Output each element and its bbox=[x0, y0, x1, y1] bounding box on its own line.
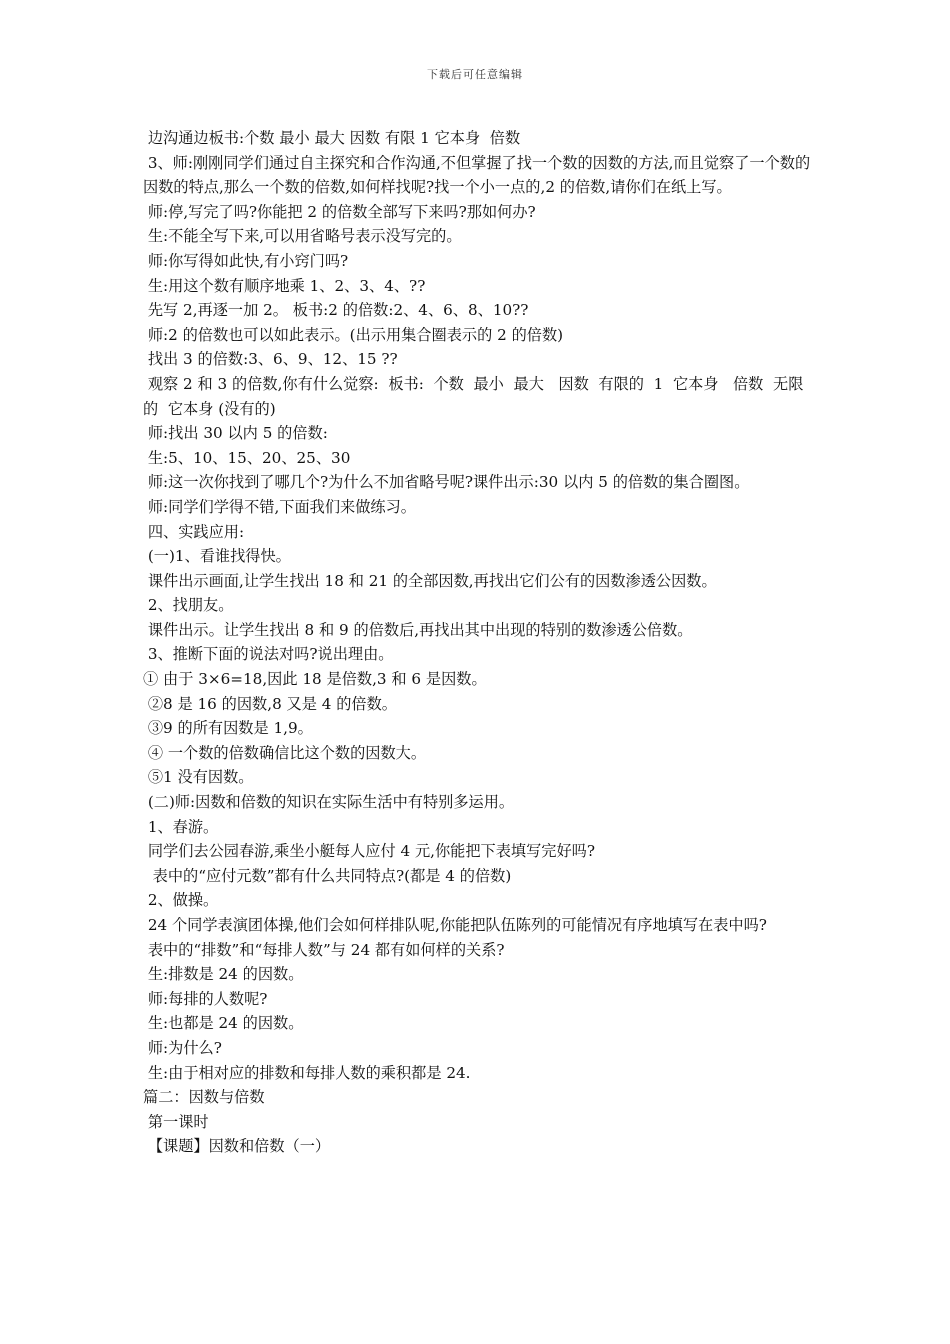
lesson-title: 【课题】因数和倍数（一） bbox=[143, 1137, 331, 1156]
text-line: 2、找朋友。 bbox=[143, 596, 234, 615]
text-line: 师:你写得如此快,有小窍门吗? bbox=[143, 251, 349, 270]
section-heading: 四、实践应用: bbox=[143, 522, 245, 541]
text-line: 1、春游。 bbox=[143, 817, 219, 836]
text-line: 表中的“应付元数”都有什么共同特点?(都是 4 的倍数) bbox=[143, 866, 512, 885]
text-line: 师:停,写完了吗?你能把 2 的倍数全部写下来吗?那如何办? bbox=[143, 202, 536, 221]
page-header: 下载后可任意编辑 bbox=[427, 68, 523, 81]
text-line: 观察 2 和 3 的倍数,你有什么觉察: 板书: 个数 最小 最大 因数 有限的 1 它本身 倍数 无限的 它本身 (没有的) bbox=[143, 374, 804, 418]
text-line: 师:这一次你找到了哪几个?为什么不加省略号呢?课件出示:30 以内 5 的倍数的集合圈图。 bbox=[143, 473, 750, 492]
text-line: 24 个同学表演团体操,他们会如何样排队呢,你能把队伍陈列的可能情况有序地填写在表中吗? bbox=[143, 916, 767, 934]
text-line: (一)1、看谁找得快。 bbox=[143, 547, 291, 566]
text-line: 3、推断下面的说法对吗?说出理由。 bbox=[143, 645, 394, 664]
text-line: 生:也都是 24 的因数。 bbox=[143, 1014, 304, 1033]
text-line: ③9 的所有因数是 1,9。 bbox=[143, 719, 313, 738]
text-line: 3、师:刚刚同学们通过自主探究和合作沟通,不但掌握了找一个数的因数的方法,而且觉察了一个数的因数的特点,那么一个数的倍数,如何样找呢?找一个小一点的,2 的倍数,请你们在纸上写。 bbox=[143, 153, 811, 197]
text-line: 生:用这个数有顺序地乘 1、2、3、4、?? bbox=[143, 276, 426, 295]
document-body bbox=[143, 126, 811, 1159]
text-line: 生:排数是 24 的因数。 bbox=[143, 965, 304, 984]
text-line: ②8 是 16 的因数,8 又是 4 的倍数。 bbox=[143, 694, 397, 713]
text-line: 课件出示。让学生找出 8 和 9 的倍数后,再找出其中出现的特别的数渗透公倍数。 bbox=[143, 620, 693, 639]
text-line: 先写 2,再逐一加 2。 板书:2 的倍数:2、4、6、8、10?? bbox=[143, 301, 529, 320]
text-line: 师:每排的人数呢? bbox=[143, 989, 268, 1008]
text-line: 生:5、10、15、20、25、30 bbox=[143, 448, 351, 467]
text-line: 第一课时 bbox=[143, 1112, 209, 1131]
text-line: 表中的“排数”和“每排人数”与 24 都有如何样的关系? bbox=[143, 940, 505, 959]
text-line: 师:为什么? bbox=[143, 1038, 222, 1057]
text-line: (二)师:因数和倍数的知识在实际生活中有特别多运用。 bbox=[143, 793, 515, 812]
text-line: ⑤1 没有因数。 bbox=[143, 768, 254, 787]
text-line: 边沟通边板书:个数 最小 最大 因数 有限 1 它本身 倍数 bbox=[143, 129, 521, 147]
text-line: ④ 一个数的倍数确信比这个数的因数大。 bbox=[143, 743, 427, 762]
text-line: ① 由于 3×6=18,因此 18 是倍数,3 和 6 是因数。 bbox=[143, 670, 487, 689]
text-line: 同学们去公园春游,乘坐小艇每人应付 4 元,你能把下表填写完好吗? bbox=[143, 842, 596, 861]
text-line: 课件出示画面,让学生找出 18 和 21 的全部因数,再找出它们公有的因数渗透公因数。 bbox=[143, 571, 717, 590]
text-line: 生:由于相对应的排数和每排人数的乘积都是 24. bbox=[143, 1063, 471, 1082]
text-line: 师:同学们学得不错,下面我们来做练习。 bbox=[143, 497, 416, 516]
text-line: 师:找出 30 以内 5 的倍数: bbox=[143, 424, 328, 443]
chapter-heading: 篇二：因数与倍数 bbox=[143, 1088, 265, 1107]
text-line: 师:2 的倍数也可以如此表示。(出示用集合圈表示的 2 的倍数) bbox=[143, 325, 564, 344]
text-line: 生:不能全写下来,可以用省略号表示没写完的。 bbox=[143, 227, 462, 246]
text-line: 2、做操。 bbox=[143, 891, 219, 910]
text-line: 找出 3 的倍数:3、6、9、12、15 ?? bbox=[143, 350, 398, 369]
